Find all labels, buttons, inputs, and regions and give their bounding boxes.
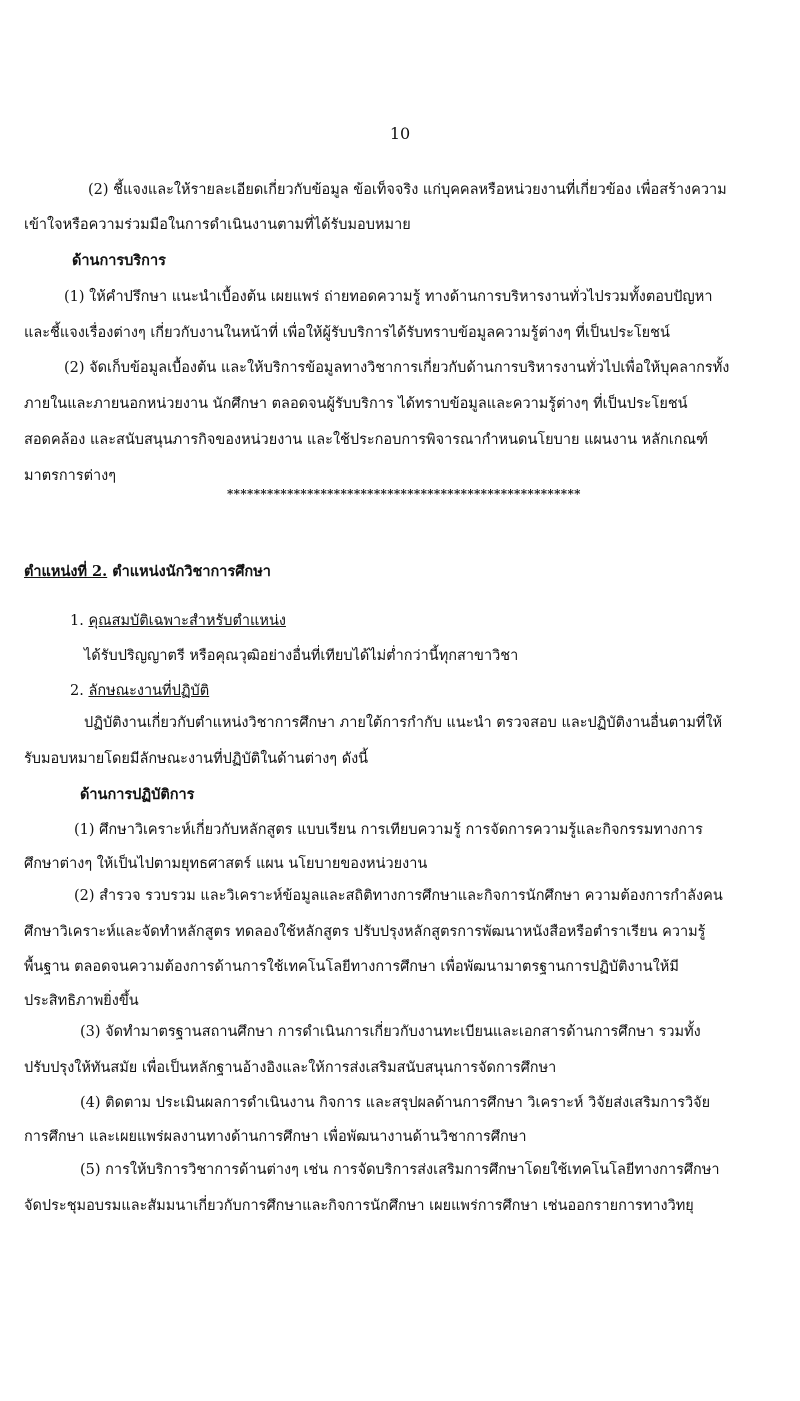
duty-heading	[70, 681, 209, 701]
paragraph-line: (5) การให้บริการวิชาการด้านต่างๆ เช่น การจัดบริการส่งเสริมการศึกษาโดยใช้เทคโนโลยีทางการศึกษา	[80, 1162, 720, 1178]
paragraph-line: จัดประชุมอบรมและสัมมนาเกี่ยวกับการศึกษาและกิจการนักศึกษา เผยแพร่การศึกษา เช่นออกรายการทางวิทยุ	[24, 1198, 694, 1214]
qualification-number: 1.	[70, 613, 89, 629]
paragraph-line: การศึกษา และเผยแพร่ผลงานทางด้านการศึกษา เพื่อพัฒนางานด้านวิชาการศึกษา	[24, 1129, 527, 1145]
paragraph-line: (1) ศึกษาวิเคราะห์เกี่ยวกับหลักสูตร แบบเรียน การเทียบความรู้ การจัดการความรู้และกิจกรรมทางการ	[74, 822, 703, 838]
paragraph-line: ปฏิบัติงานเกี่ยวกับตำแหน่งวิชาการศึกษา ภายใต้การกำกับ แนะนำ ตรวจสอบ และปฏิบัติงานอื่นตามที่ให้	[84, 715, 723, 731]
separator-stars: *****************************************************	[227, 487, 581, 501]
duty-title: ลักษณะงานที่ปฏิบัติ	[88, 683, 210, 699]
paragraph-line: ภายในและภายนอกหน่วยงาน นักศึกษา ตลอดจนผู้รับบริการ ได้ทราบข้อมูลและความรู้ต่างๆ ที่เป็นประโยชน์	[24, 396, 688, 412]
paragraph-line: (4) ติดตาม ประเมินผลการดำเนินงาน กิจการ และสรุปผลด้านการศึกษา วิเคราะห์ วิจัยส่งเสริมการวิจัย	[80, 1095, 711, 1111]
position-number: ตำแหน่งที่ 2.	[24, 563, 108, 580]
qualification-title: คุณสมบัติเฉพาะสำหรับตำแหน่ง	[88, 613, 286, 629]
paragraph-line: ประสิทธิภาพยิ่งขึ้น	[24, 993, 139, 1009]
qualification-heading	[70, 611, 286, 631]
paragraph-line: มาตรการต่างๆ	[24, 468, 117, 484]
paragraph-line: (2) จัดเก็บข้อมูลเบื้องต้น และให้บริการข้อมูลทางวิชาการเกี่ยวกับด้านการบริหารงานทั่วไปเพื่อให้บุคลากรทั้ง	[64, 360, 730, 376]
paragraph-line: พื้นฐาน ตลอดจนความต้องการด้านการใช้เทคโนโลยีทางการศึกษา เพื่อพัฒนามาตรฐานการปฏิบัติงานให้มี	[24, 959, 679, 975]
position-title	[24, 562, 271, 582]
paragraph-line: เข้าใจหรือความร่วมมือในการดำเนินงานตามที่ได้รับมอบหมาย	[24, 217, 411, 233]
paragraph-line: ได้รับปริญญาตรี หรือคุณวุฒิอย่างอื่นที่เทียบได้ไม่ต่ำกว่านี้ทุกสาขาวิชา	[84, 648, 519, 664]
position-name: ตำแหน่งนักวิชาการศึกษา	[107, 563, 271, 580]
paragraph-line: รับมอบหมายโดยมีลักษณะงานที่ปฏิบัติในด้านต่างๆ ดังนี้	[24, 751, 369, 767]
paragraph-line: (3) จัดทำมาตรฐานสถานศึกษา การดำเนินการเกี่ยวกับงานทะเบียนและเอกสารด้านการศึกษา รวมทั้ง	[80, 1024, 701, 1040]
paragraph-line: ศึกษาวิเคราะห์และจัดทำหลักสูตร ทดลองใช้หลักสูตร ปรับปรุงหลักสูตรการพัฒนาหนังสือหรือตำราเรียน ความรู้	[24, 924, 706, 940]
paragraph-line: (2) ชี้แจงและให้รายละเอียดเกี่ยวกับข้อมูล ข้อเท็จจริง แก่บุคคลหรือหน่วยงานที่เกี่ยวข้อง เพื่อสร้างความ	[88, 182, 727, 198]
paragraph-line: (2) สำรวจ รวบรวม และวิเคราะห์ข้อมูลและสถิติทางการศึกษาและกิจการนักศึกษา ความต้องการกำลังคน	[74, 888, 723, 904]
paragraph-line: สอดคล้อง และสนับสนุนภารกิจของหน่วยงาน และใช้ประกอบการพิจารณากำหนดนโยบาย แผนงาน หลักเกณฑ์	[24, 432, 709, 448]
section-heading-operations: ด้านการปฏิบัติการ	[80, 786, 195, 803]
duty-number: 2.	[70, 683, 89, 699]
paragraph-line: ปรับปรุงให้ทันสมัย เพื่อเป็นหลักฐานอ้างอิงและให้การส่งเสริมสนับสนุนการจัดการศึกษา	[24, 1060, 557, 1076]
paragraph-line: (1) ให้คำปรึกษา แนะนำเบื้องต้น เผยแพร่ ถ่ายทอดความรู้ ทางด้านการบริหารงานทั่วไปรวมทั้งตอบปัญหา	[64, 289, 713, 305]
page-number: 10	[389, 124, 411, 143]
section-heading-service: ด้านการบริการ	[72, 252, 166, 269]
paragraph-line: และชี้แจงเรื่องต่างๆ เกี่ยวกับงานในหน้าที่ เพื่อให้ผู้รับบริการได้รับทราบข้อมูลความรู้ต่างๆ ที่เป็นประโยชน์	[24, 325, 670, 341]
paragraph-line: ศึกษาต่างๆ ให้เป็นไปตามยุทธศาสตร์ แผน นโยบายของหน่วยงาน	[24, 856, 428, 872]
